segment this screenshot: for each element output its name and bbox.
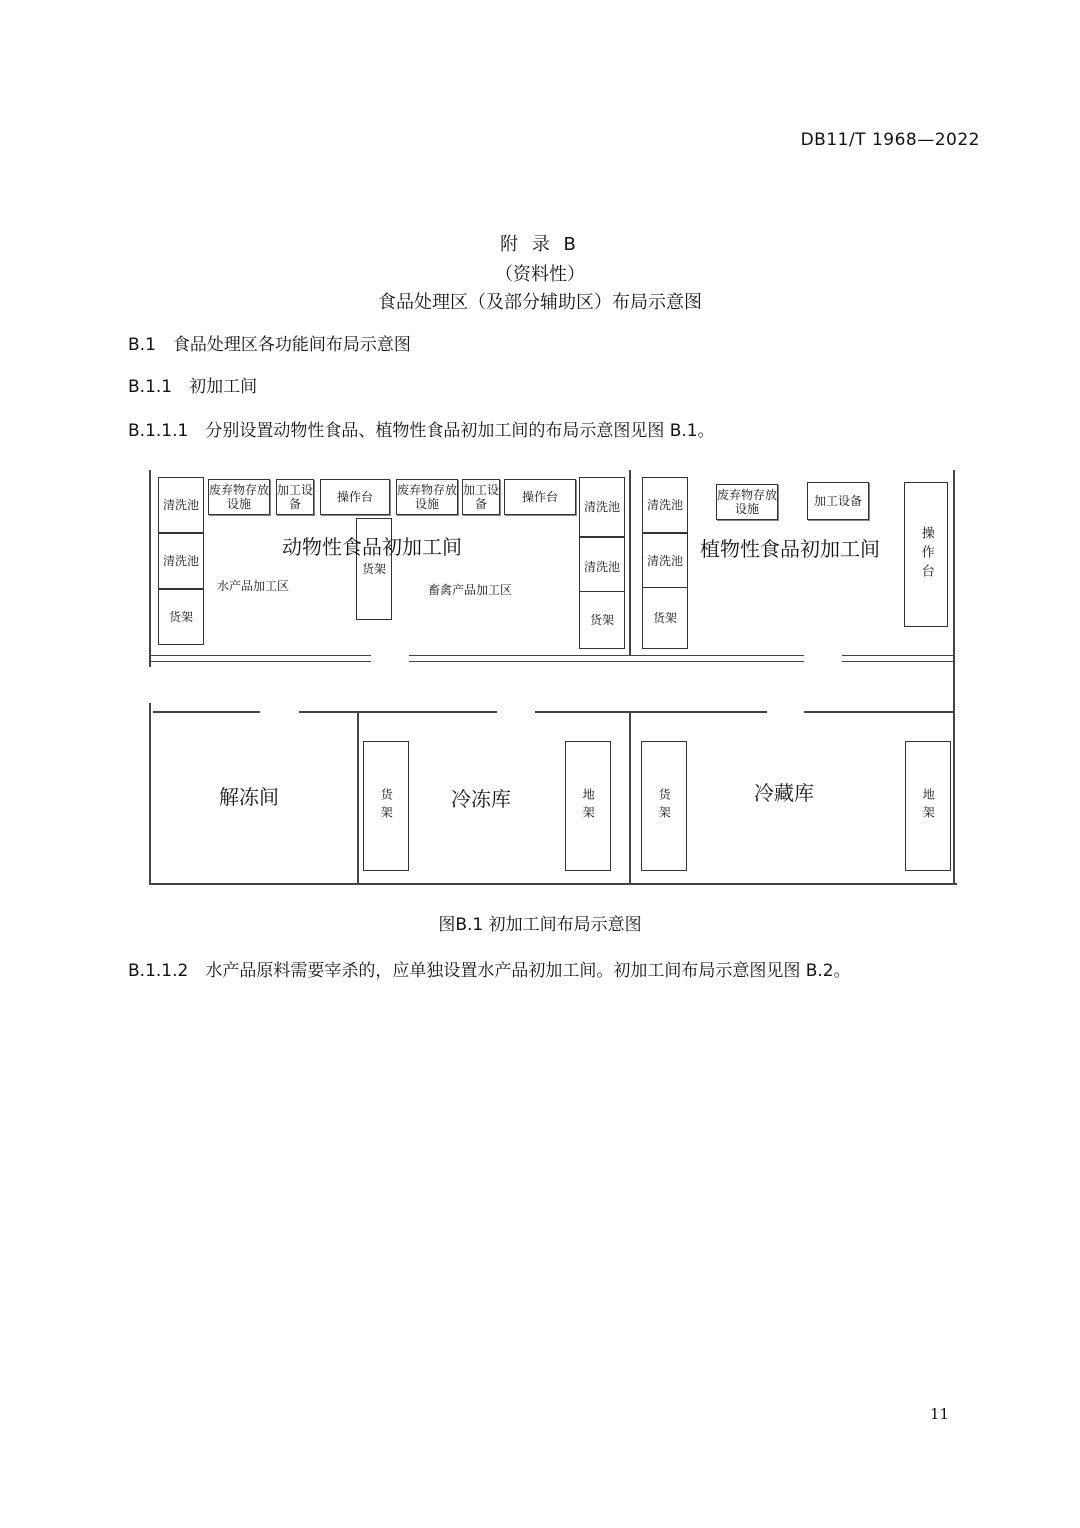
wall-right	[953, 470, 955, 885]
wall-corridor-upper-c2	[842, 661, 955, 662]
freezer-title: 冷冻库	[451, 787, 511, 811]
animal-sink-2: 清洗池	[158, 533, 204, 589]
section-b111-text: B.1.1.1 分别设置动物性食品、植物性食品初加工间的布局示意图见图 B.1。	[128, 421, 715, 441]
figure-caption: 图B.1 初加工间布局示意图	[438, 915, 642, 935]
wall-bottom	[149, 883, 957, 885]
animal-operating-table-1: 操作台	[320, 479, 390, 515]
section-b112-text: B.1.1.2 水产品原料需要宰杀的，应单独设置水产品初加工间。初加工间布局示意图见图 B.2。	[128, 961, 851, 981]
cold-storage-shelf: 货架	[641, 741, 687, 871]
document-code: DB11/T 1968—2022	[800, 130, 980, 150]
page-number: 11	[930, 1405, 950, 1423]
aquatic-zone-label: 水产品加工区	[217, 579, 290, 593]
livestock-zone-label: 畜禽产品加工区	[428, 583, 513, 597]
cold-storage-title: 冷藏库	[754, 781, 814, 805]
freezer-floor-rack: 地架	[565, 741, 611, 871]
section-b1-heading: B.1 食品处理区各功能间布局示意图	[128, 335, 411, 355]
animal-room-title: 动物性食品初加工间	[282, 535, 462, 559]
animal-shelf-center: 货架	[356, 518, 392, 620]
plant-operating-table: 操作台	[904, 482, 948, 627]
animal-waste-facility-1: 废弃物存放设施	[208, 479, 270, 515]
annex-title: 附 录 B	[500, 234, 580, 255]
wall-corridor-lower-b	[299, 711, 497, 713]
animal-processing-equipment-1: 加工设备	[276, 479, 314, 515]
wall-left-lower	[149, 703, 151, 885]
floor-plan-figure	[145, 465, 960, 890]
section-b11-heading: B.1.1 初加工间	[128, 377, 258, 397]
animal-shelf-right: 货架	[579, 591, 625, 649]
wall-corridor-lower-a	[153, 711, 260, 713]
animal-operating-table-2: 操作台	[504, 479, 576, 515]
freezer-shelf: 货架	[363, 741, 409, 871]
plant-sink-1: 清洗池	[642, 477, 688, 533]
wall-corridor-upper-b2	[409, 661, 804, 662]
animal-waste-facility-2: 废弃物存放设施	[396, 479, 458, 515]
plant-shelf: 货架	[642, 587, 688, 649]
cold-storage-floor-rack: 地架	[905, 741, 951, 871]
animal-sink-3: 清洗池	[579, 477, 625, 537]
wall-corridor-upper-a2	[149, 661, 371, 662]
animal-shelf-left: 货架	[158, 589, 204, 645]
plant-waste-facility: 废弃物存放设施	[716, 484, 778, 520]
plant-processing-equipment: 加工设备	[807, 482, 869, 520]
wall-thaw-freezer	[357, 713, 359, 885]
wall-corridor-upper-b	[409, 655, 804, 656]
annex-nature: （资料性）	[495, 264, 585, 285]
wall-divider-upper	[629, 470, 631, 655]
wall-freezer-cold	[629, 713, 631, 885]
plant-sink-2: 清洗池	[642, 533, 688, 589]
animal-sink-1: 清洗池	[158, 477, 204, 533]
wall-left-upper	[149, 470, 151, 667]
wall-corridor-upper-a	[149, 655, 371, 656]
plant-room-title: 植物性食品初加工间	[700, 537, 880, 561]
wall-corridor-lower-c	[535, 711, 767, 713]
animal-sink-4: 清洗池	[579, 537, 625, 597]
annex-subtitle: 食品处理区（及部分辅助区）布局示意图	[378, 292, 702, 313]
wall-corridor-upper-c	[842, 655, 955, 656]
animal-processing-equipment-2: 加工设备	[462, 479, 500, 515]
thaw-room-title: 解冻间	[219, 785, 279, 809]
wall-corridor-lower-d	[804, 711, 955, 713]
